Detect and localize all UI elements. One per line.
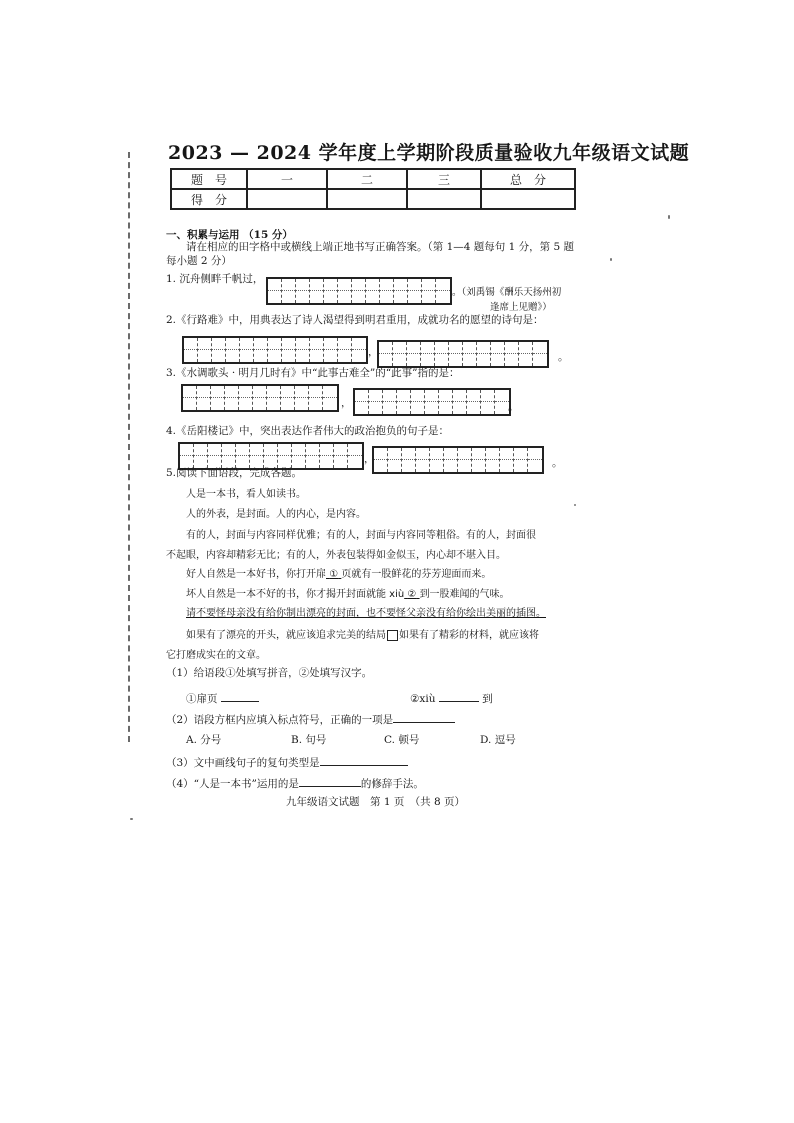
q5-intro: 5.阅读下面语段，完成各题。 <box>166 467 303 479</box>
passage-p5 <box>186 587 510 602</box>
q3-period: 。 <box>508 401 519 413</box>
passage-p7-a: 如果有了漂亮的开头，就应该追求完美的结局 <box>186 630 386 641</box>
scan-speck <box>610 258 612 261</box>
score-cell-label: 题 号 <box>171 169 247 189</box>
mark-1: ① <box>329 569 339 580</box>
option-a[interactable]: A. 分号 <box>186 734 222 746</box>
scan-speck <box>574 504 576 506</box>
subq4-text-b: 的修辞手法。 <box>360 778 424 790</box>
subq4-answer[interactable] <box>299 775 361 787</box>
blank-mark-2 <box>404 589 419 600</box>
q3-comma: ， <box>341 397 352 409</box>
subq1-b-end: 到 <box>482 693 493 705</box>
passage-p7 <box>186 628 539 643</box>
scan-speck <box>130 818 133 820</box>
subq1-b <box>410 690 493 707</box>
score-input-part3[interactable] <box>407 189 481 209</box>
q1-source-2: 逢席上见赠》） <box>490 302 552 313</box>
blank-mark-1 <box>326 569 341 580</box>
subq2-prompt <box>166 711 455 728</box>
subq4-prompt <box>166 775 424 792</box>
punctuation-box[interactable] <box>387 630 398 641</box>
q4-period: 。 <box>552 457 563 469</box>
option-b[interactable]: B. 句号 <box>291 734 327 746</box>
q3-prompt: 3.《水调歌头 · 明月几时有》中“此事古难全”的“此事”指的是： <box>166 367 460 379</box>
q4-comma: ， <box>364 453 375 465</box>
subq4-text-a: （4）“人是一本书”运用的是 <box>166 778 299 790</box>
passage-p4-a: 好人自然是一本好书，你打开扉 <box>186 569 326 580</box>
q2-period: 。 <box>558 351 569 363</box>
subq2-text: （2）语段方框内应填入标点符号，正确的一项是 <box>166 714 394 726</box>
score-input-part1[interactable] <box>247 189 327 209</box>
instruction-line-1: 请在相应的田字格中或横线上端正地书写正确答案。（第 1—4 题每句 1 分，第 5 题 <box>186 241 574 253</box>
score-table-header-row <box>171 169 575 189</box>
subq3-text: （3）文中画线句子的复句类型是 <box>166 757 320 769</box>
passage-p3-line1: 有的人，封面与内容同样优雅；有的人，封面与内容同等粗俗。有的人，封面很 <box>186 530 536 541</box>
subq1-prompt: （1）给语段①处填写拼音，②处填写汉字。 <box>166 667 373 679</box>
q4-answer-grid-2[interactable] <box>372 446 544 474</box>
q1-source: 。（刘禹锡《酬乐天扬州初 <box>452 287 562 298</box>
passage-p4-b: 页就有一股鲜花的芬芳迎面而来。 <box>341 569 492 580</box>
passage-p5-b: 到一股难闻的气味。 <box>419 589 510 600</box>
score-input-total[interactable] <box>481 189 575 209</box>
subq3-prompt <box>166 754 408 771</box>
passage-p5-a: 坏人自然是一本不好的书，你才揭开封面就能 xiù <box>186 589 405 600</box>
scan-speck <box>668 215 670 219</box>
q2-answer-grid-2[interactable] <box>377 340 549 368</box>
q3-answer-grid-2[interactable] <box>353 388 511 416</box>
subq2-answer[interactable] <box>393 711 455 723</box>
subq1-b-answer[interactable] <box>439 690 479 702</box>
score-cell-part3: 三 <box>407 169 481 189</box>
passage-p1: 人是一本书，看人如读书。 <box>186 489 306 500</box>
score-cell-part1: 一 <box>247 169 327 189</box>
binding-margin-line <box>128 152 130 742</box>
subq1-a <box>186 690 259 707</box>
option-d[interactable]: D. 逗号 <box>480 734 516 746</box>
score-table <box>170 168 576 210</box>
subq1-b-label: ②xiù <box>410 693 436 705</box>
passage-p7-b: 如果有了精彩的材料，就应该将 <box>399 630 539 641</box>
instruction-line-2: 每小题 2 分） <box>166 255 232 267</box>
passage-p4 <box>186 567 491 582</box>
q3-answer-grid-1[interactable] <box>181 384 339 412</box>
option-c[interactable]: C. 顿号 <box>384 734 420 746</box>
mark-2: ② <box>407 589 417 600</box>
subq3-answer[interactable] <box>320 754 408 766</box>
subq1-a-label: ①扉页 <box>186 693 218 705</box>
section-heading: 一、积累与运用 （15 分） <box>166 229 293 241</box>
score-row-label: 得 分 <box>171 189 247 209</box>
q2-answer-grid-1[interactable] <box>182 336 368 364</box>
score-input-part2[interactable] <box>327 189 407 209</box>
q4-prompt: 4.《岳阳楼记》中，突出表达作者伟大的政治抱负的句子是： <box>166 425 450 437</box>
q1-answer-grid[interactable] <box>266 277 452 305</box>
subq1-a-answer[interactable] <box>221 690 259 702</box>
q2-comma: ， <box>368 346 379 358</box>
passage-p2: 人的外表，是封面。人的内心，是内容。 <box>186 509 366 520</box>
q2-prompt: 2.《行路难》中，用典表达了诗人渴望得到明君重用，成就功名的愿望的诗句是： <box>166 314 544 326</box>
passage-p8: 它打磨成实在的文章。 <box>166 650 266 661</box>
score-table-score-row <box>171 189 575 209</box>
page-footer: 九年级语文试题 第 1 页 （共 8 页） <box>286 796 465 808</box>
exam-title: 2023 — 2024 学年度上学期阶段质量验收九年级语文试题 <box>168 142 690 164</box>
passage-p6-underlined: 请不要怪母亲没有给你制出漂亮的封面，也不要怪父亲没有给你绘出美丽的插图。 <box>186 608 546 619</box>
q1-prefix: 1. 沉舟侧畔千帆过， <box>166 273 264 285</box>
score-cell-part2: 二 <box>327 169 407 189</box>
score-cell-total: 总 分 <box>481 169 575 189</box>
passage-p3-line2: 不起眼，内容却精彩无比；有的人，外表包装得如金似玉，内心却不堪入目。 <box>166 550 506 561</box>
